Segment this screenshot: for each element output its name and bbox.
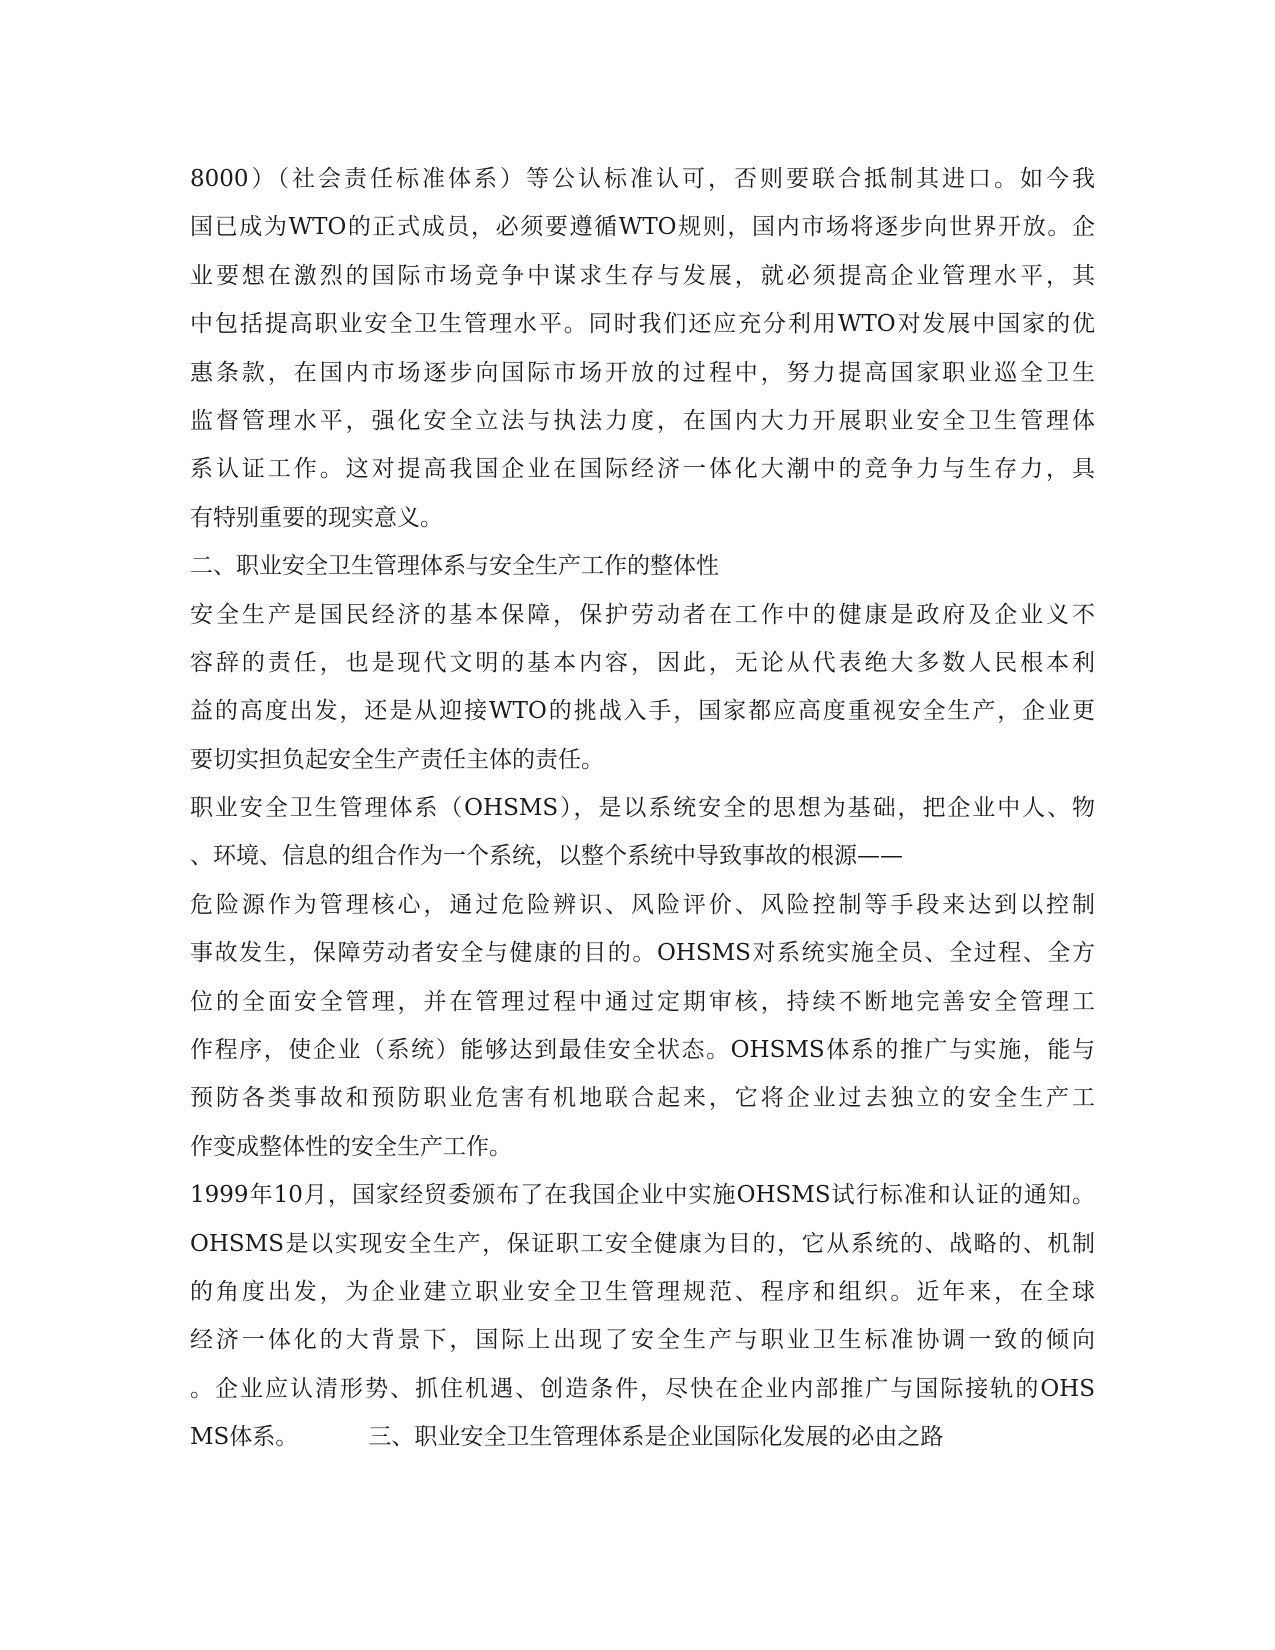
- text-line: 预防各类事故和预防职业危害有机地联合起来，它将企业过去独立的安全生产工: [190, 1085, 1095, 1112]
- text-line: 益的高度出发，还是从迎接WTO的挑战入手，国家都应高度重视安全生产，企业更: [190, 698, 1095, 725]
- text-line: 8000）（社会责任标准体系）等公认标准认可，否则要联合抵制其进口。如今我: [190, 166, 1095, 192]
- text-line: 安全生产是国民经济的基本保障，保护劳动者在工作中的健康是政府及企业义不: [190, 601, 1095, 628]
- text-line-part: MS体系。: [190, 1424, 299, 1451]
- text-line: 国已成为WTO的正式成员，必须要遵循WTO规则，国内市场将逐步向世界开放。企: [190, 214, 1095, 241]
- text-line: 作程序，使企业（系统）能够达到最佳安全状态。OHSMS体系的推广与实施，能与: [190, 1037, 1095, 1064]
- text-line: 容辞的责任，也是现代文明的基本内容，因此，无论从代表绝大多数人民根本利: [190, 649, 1095, 676]
- text-line: 作变成整体性的安全生产工作。: [190, 1133, 512, 1160]
- text-line: 位的全面安全管理，并在管理过程中通过定期审核，持续不断地完善安全管理工: [190, 988, 1095, 1015]
- text-line: 、环境、信息的组合作为一个系统，以整个系统中导致事故的根源——: [190, 843, 903, 870]
- text-line: 经济一体化的大背景下，国际上出现了安全生产与职业卫生标准协调一致的倾向: [190, 1327, 1095, 1354]
- text-line: 有特别重要的现实意义。: [190, 504, 443, 531]
- text-line: 惠条款，在国内市场逐步向国际市场开放的过程中，努力提高国家职业巡全卫生: [190, 359, 1095, 386]
- text-line: 要切实担负起安全生产责任主体的责任。: [190, 746, 604, 773]
- text-line: OHSMS是以实现安全生产，保证职工安全健康为目的，它从系统的、战略的、机制: [190, 1230, 1095, 1257]
- text-line: 业要想在激烈的国际市场竞争中谋求生存与发展，就必须提高企业管理水平，其: [190, 262, 1095, 289]
- text-line: 二、职业安全卫生管理体系与安全生产工作的整体性: [190, 553, 719, 580]
- text-line: 的角度出发，为企业建立职业安全卫生管理规范、程序和组织。近年来，在全球: [190, 1278, 1095, 1305]
- text-line: 监督管理水平，强化安全立法与执法力度，在国内大力开展职业安全卫生管理体: [190, 407, 1095, 434]
- text-line: 事故发生，保障劳动者安全与健康的目的。OHSMS对系统实施全员、全过程、全方: [190, 940, 1095, 967]
- text-line: 危险源作为管理核心，通过危险辨识、风险评价、风险控制等手段来达到以控制: [190, 891, 1095, 918]
- text-line: [190, 1413, 1095, 1461]
- section-heading-3: 三、职业安全卫生管理体系是企业国际化发展的必由之路: [368, 1424, 944, 1451]
- body-text: [190, 155, 1095, 1462]
- text-line: 1999年10月，国家经贸委颁布了在我国企业中实施OHSMS试行标准和认证的通知。: [190, 1182, 1095, 1209]
- text-line: 系认证工作。这对提高我国企业在国际经济一体化大潮中的竞争力与生存力，具: [190, 456, 1095, 483]
- text-line: 职业安全卫生管理体系（OHSMS），是以系统安全的思想为基础，把企业中人、物: [190, 795, 1095, 822]
- text-line: 。企业应认清形势、抓住机遇、创造条件，尽快在企业内部推广与国际接轨的OHS: [190, 1375, 1095, 1402]
- text-line: 中包括提高职业安全卫生管理水平。同时我们还应充分利用WTO对发展中国家的优: [190, 311, 1095, 338]
